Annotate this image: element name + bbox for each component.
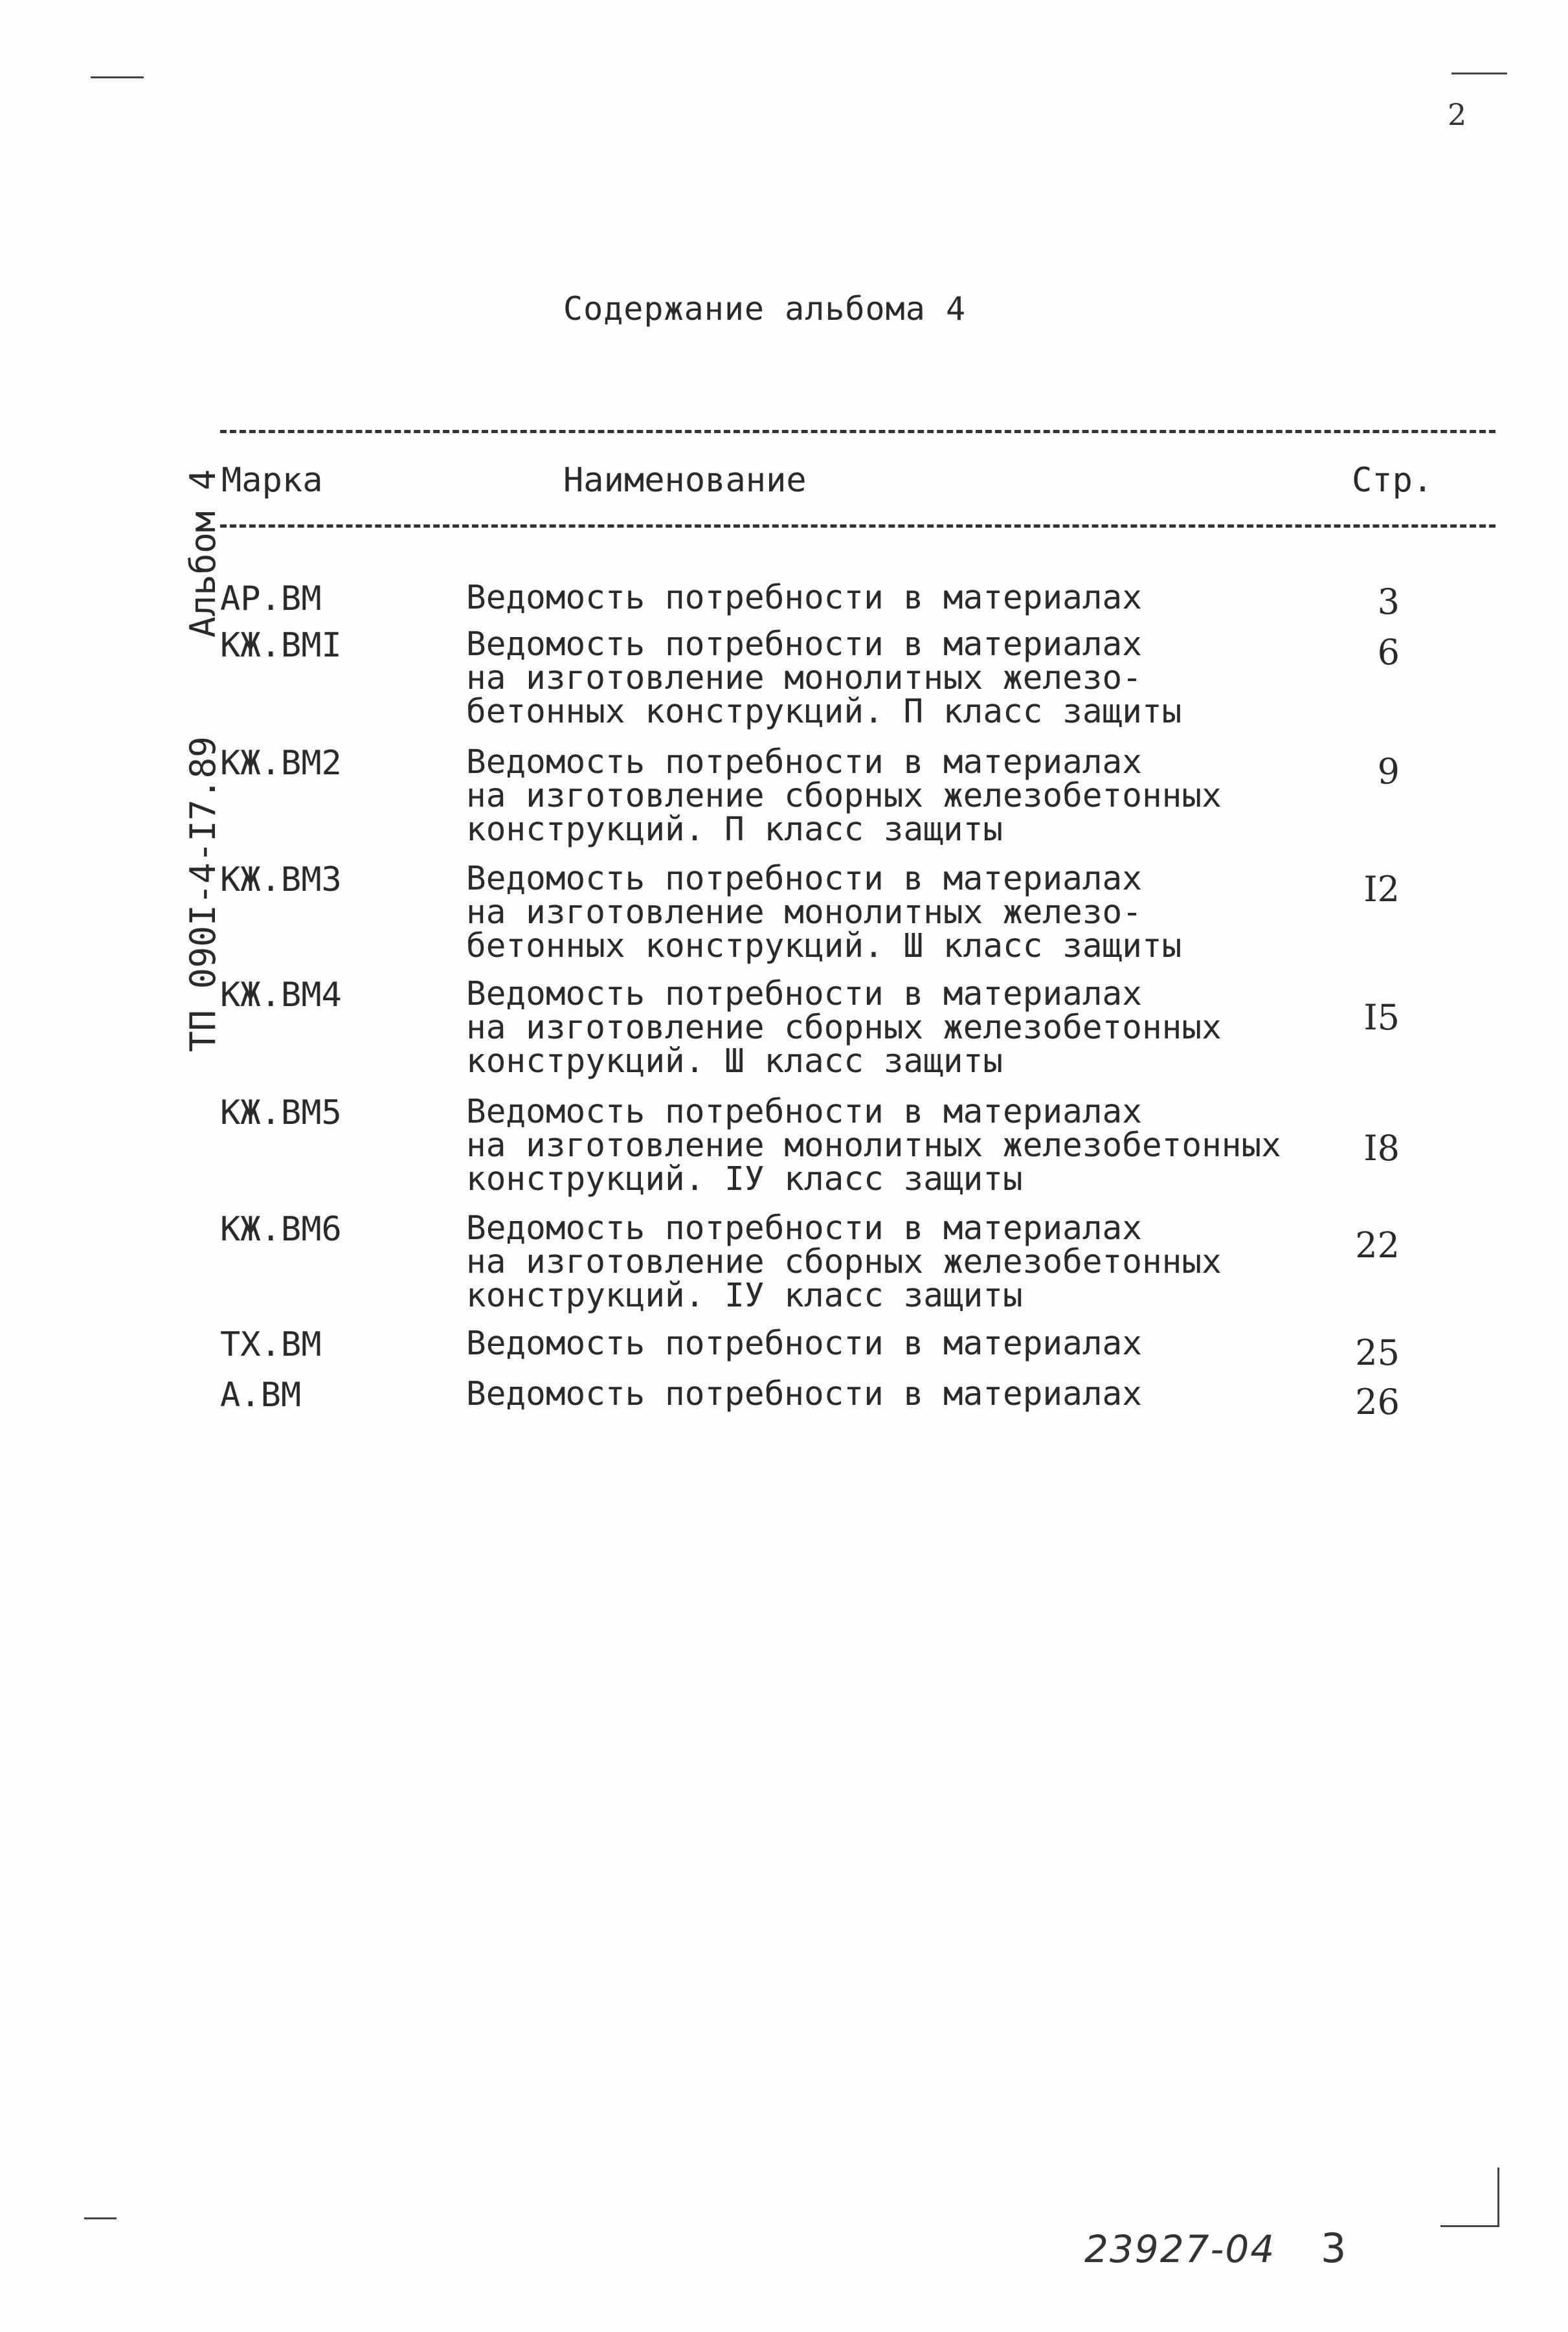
- row-page: I5: [1363, 997, 1400, 1038]
- row-page: 22: [1355, 1225, 1400, 1266]
- table-top-rule: [220, 430, 1495, 433]
- row-description-line: Ведомость потребности в материалах: [466, 1325, 1142, 1363]
- column-header-name: Наименование: [563, 461, 807, 500]
- row-code: КЖ.ВМ3: [220, 860, 342, 899]
- row-description-line: конструкций. Ш класс защиты: [466, 1042, 1003, 1081]
- row-code: АР.ВМ: [220, 579, 322, 618]
- row-description: [466, 625, 1334, 731]
- row-description: [466, 1095, 1334, 1196]
- row-page: 25: [1355, 1332, 1400, 1373]
- row-page: 3: [1377, 581, 1400, 622]
- page-title: Содержание альбома 4: [563, 290, 967, 328]
- row-page: 9: [1377, 751, 1400, 792]
- row-code: ТХ.ВМ: [220, 1325, 322, 1364]
- row-code: КЖ.ВМ4: [220, 976, 342, 1015]
- row-description: [466, 743, 1334, 849]
- row-description: [466, 1375, 1334, 1413]
- row-description-line: конструкций. П класс защиты: [466, 811, 1003, 849]
- row-description-line: конструкций. IУ класс защиты: [466, 1160, 1023, 1198]
- corner-mark-bottom-left: [84, 2217, 117, 2219]
- row-description-line: на изготовление монолитных железо-: [466, 659, 1142, 697]
- row-description-line: на изготовление сборных железобетонных: [466, 777, 1222, 815]
- row-page: 26: [1355, 1382, 1400, 1422]
- row-description-line: Ведомость потребности в материалах: [466, 1375, 1142, 1413]
- sheet-number: 3: [1321, 2225, 1347, 2272]
- table-header-rule: [220, 524, 1495, 528]
- row-description-line: Ведомость потребности в материалах: [466, 975, 1142, 1013]
- corner-mark-top-left: [91, 76, 144, 78]
- row-description-line: на изготовление монолитных железо-: [466, 893, 1142, 932]
- row-description: [466, 975, 1334, 1081]
- side-stamp: [183, 469, 223, 1052]
- row-code: КЖ.ВМ5: [220, 1093, 342, 1132]
- column-header-code: Марка: [221, 461, 323, 500]
- row-description: [466, 862, 1334, 963]
- row-description: [466, 1327, 1334, 1361]
- row-description-line: на изготовление монолитных железобетонных: [466, 1127, 1281, 1165]
- row-code: КЖ.ВМI: [220, 626, 342, 665]
- row-description-line: Ведомость потребности в материалах: [466, 625, 1142, 664]
- side-doc-code: ТП 090I-4-I7.89: [183, 736, 223, 1052]
- row-description-line: конструкций. IУ класс защиты: [466, 1277, 1023, 1315]
- corner-mark-top-right: [1451, 73, 1507, 74]
- row-code: А.ВМ: [220, 1376, 302, 1415]
- row-description-line: Ведомость потребности в материалах: [466, 1209, 1142, 1248]
- row-description-line: бетонных конструкций. П класс защиты: [466, 693, 1182, 731]
- row-description-line: Ведомость потребности в материалах: [466, 743, 1142, 781]
- row-description-line: Ведомость потребности в материалах: [466, 860, 1142, 898]
- row-page: I8: [1363, 1128, 1400, 1169]
- row-description-line: Ведомость потребности в материалах: [466, 579, 1142, 617]
- page-number: 2: [1448, 97, 1467, 132]
- row-code: КЖ.ВМ2: [220, 744, 342, 783]
- corner-mark-bottom-right-h: [1440, 2225, 1499, 2227]
- row-code: КЖ.ВМ6: [220, 1210, 342, 1249]
- row-description-line: на изготовление сборных железобетонных: [466, 1243, 1222, 1281]
- row-description: [466, 1209, 1334, 1315]
- row-description: [466, 581, 1334, 615]
- row-description-line: на изготовление сборных железобетонных: [466, 1009, 1222, 1047]
- row-page: I2: [1363, 869, 1400, 910]
- inventory-number: 23927-04: [1084, 2227, 1276, 2271]
- row-description-line: Ведомость потребности в материалах: [466, 1093, 1142, 1131]
- row-description-line: бетонных конструкций. Ш класс защиты: [466, 927, 1182, 965]
- side-album: Альбом 4: [183, 469, 223, 638]
- column-header-page: Стр.: [1352, 461, 1433, 500]
- corner-mark-bottom-right-v: [1497, 2168, 1499, 2227]
- row-page: 6: [1377, 632, 1400, 673]
